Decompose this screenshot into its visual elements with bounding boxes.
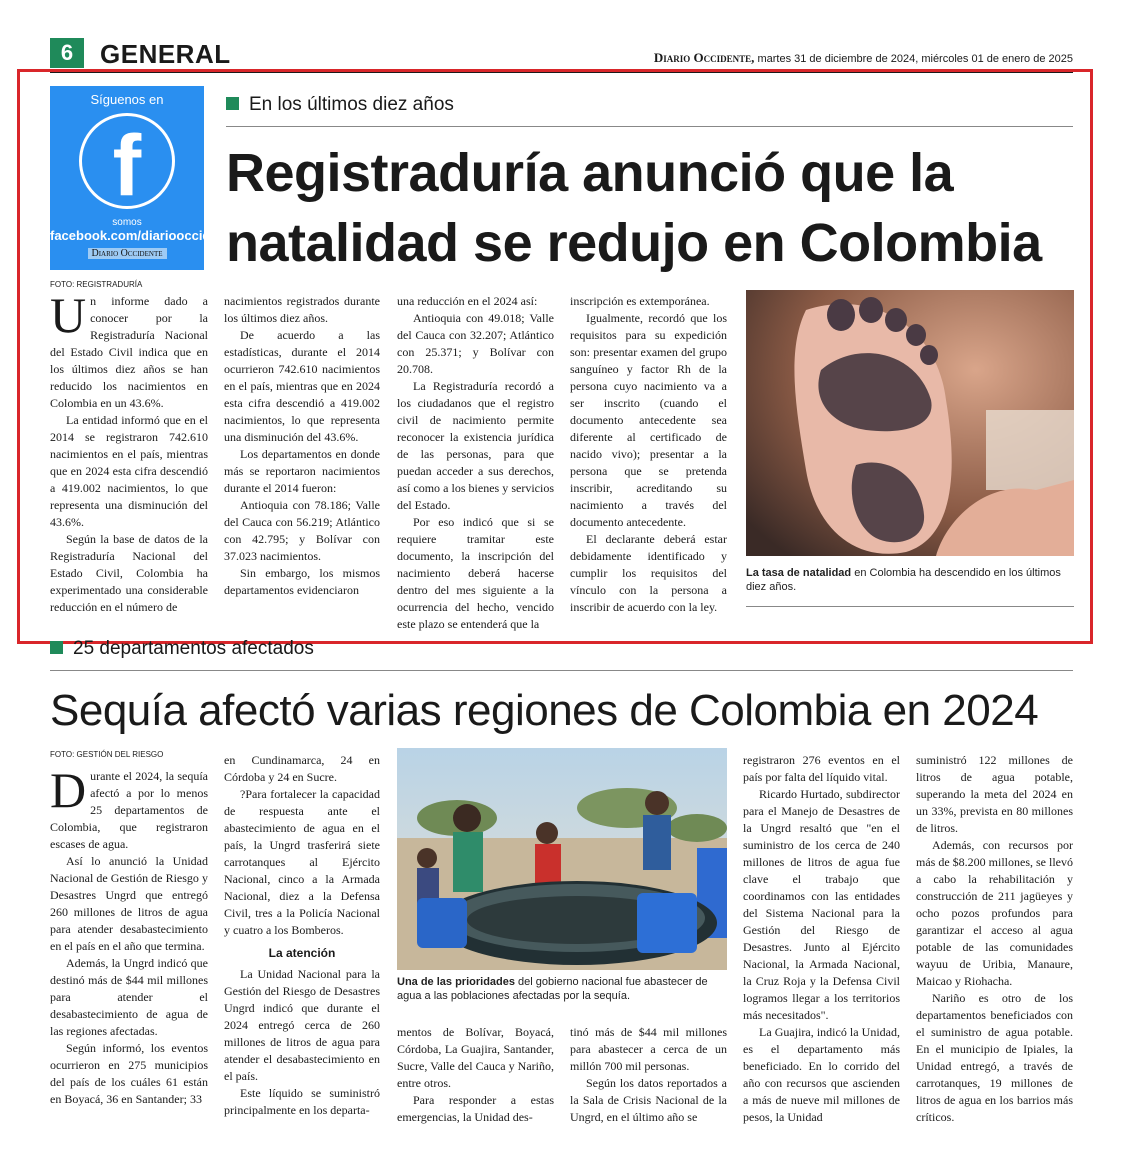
- facebook-somos-text: somos: [112, 217, 142, 228]
- water-distribution-illustration: [397, 748, 727, 970]
- article2-kicker: [50, 637, 314, 661]
- photo-credit-2: FOTO: GESTIÓN DEL RIESGO: [50, 750, 164, 759]
- facebook-follow-text: Síguenos en: [90, 92, 164, 107]
- article1-col2-p5: Sin embargo, los mismos departamentos evidenciaron: [224, 566, 380, 597]
- article1-col3-p2: Antioquia con 49.018; Valle del Cauca con 32.207; Atlántico con 25.371; y Bolívar con 20.708.: [397, 311, 554, 376]
- article2-column-1: [50, 762, 208, 1108]
- article2-caption-text: del gobierno nacional fue abastecer de agua a las poblaciones afectadas por la sequía.: [397, 976, 708, 1002]
- article2-col5-p1: registraron 276 eventos en el país por falta del líquido vital.: [743, 753, 900, 784]
- article2-col1-p1: urante el 2024, la sequía afectó a por lo menos 25 departamentos de Colombia, que registraron escases de agua.: [50, 769, 208, 851]
- article2-col2-p1: en Cundinamarca, 24 en Córdoba y 24 en Sucre.: [224, 753, 380, 784]
- masthead-dates: martes 31 de diciembre de 2024, miércoles 01 de enero de 2025: [754, 53, 1073, 65]
- article2-col1-p4: Según informó, los eventos ocurrieron en 275 municipios del país de los cuáles 61 están en Boyacá, 36 en Santander; 33: [50, 1041, 208, 1106]
- article1-col3-p3: La Registraduría recordó a los ciudadanos que el registro civil de nacimiento permite reconocer la existencia jurídica de las personas, para que puedan acceder a sus derechos, así como a los bienes y servicios del Estado.: [397, 379, 554, 512]
- article2-col4-p1: tinó más de $44 mil millones para abastecer a cerca de un millón 700 mil personas.: [570, 1025, 727, 1073]
- article1-col4-p3: El declarante deberá estar debidamente identificado y cumplir los requisitos del vínculo con la persona a inscribir de acuerdo con la ley.: [570, 532, 727, 614]
- article2-dropcap: D: [50, 762, 87, 818]
- article1-col1-p3: Según la base de datos de la Registraduría Nacional del Estado Civil, Colombia ha experimentado una considerable reducción en el número de: [50, 532, 208, 614]
- article2-col1-p2: Así lo anunció la Unidad Nacional de Gestión de Riesgo y Desastres Ungrd que entregó 260 millones de litros de agua para atender desabastecimiento en el país en el año que termina.: [50, 854, 208, 953]
- article2-col5-p3: La Guajira, indicó la Unidad, es el departamento más beneficiado. En lo corrido del año con recursos que ascienden a más de nueve mil millones de pesos, la Unidad: [743, 1025, 900, 1124]
- article2-column-4: [570, 1024, 727, 1126]
- article1-caption-bold: La tasa de natalidad: [746, 567, 852, 579]
- article1-col3-p1: una reducción en el 2024 así:: [397, 294, 538, 308]
- article1-kicker-text: En los últimos diez años: [249, 94, 454, 115]
- article1-headline: Registraduría anunció que la natalidad se redujo en Colombia: [226, 143, 1042, 273]
- article1-col1-p1: n informe dado a conocer por la Registraduría Nacional del Estado Civil indica que en los últimos diez años se han reducido los nacimientos en Colombia en un 43.6%.: [50, 294, 208, 410]
- article2-photo: [397, 748, 727, 970]
- section-title: GENERAL: [100, 39, 231, 69]
- article2-col4-p2: Según los datos reportados a la Sala de Crisis Nacional de la Ungrd, en el último año se: [570, 1076, 727, 1124]
- facebook-brand-logo: Diario Occidente: [88, 248, 167, 259]
- article1-col2-p4: Antioquia con 78.186; Valle del Cauca con 56.219; Atlántico con 42.795; y Bolívar con 37.023 nacimientos.: [224, 498, 380, 563]
- article2-col3-p2: Para responder a estas emergencias, la Unidad des-: [397, 1093, 554, 1124]
- article2-column-3: [397, 1024, 554, 1126]
- article2-headline: Sequía afectó varias regiones de Colombia en 2024: [50, 686, 1039, 735]
- masthead-dateline: [654, 50, 1073, 66]
- article2-caption: [397, 975, 727, 1003]
- article2-col6-p1: suministró 122 millones de litros de agua potable, superando la meta del 2024 en un 33%, prevista en 80 millones de litros.: [916, 753, 1073, 835]
- article1-col2-p2: De acuerdo a las estadísticas, durante el 2014 ocurrieron 742.610 nacimientos en el país, mientras que en 2024 esta cifra descendió a 419.002 nacimientos, lo que representa una disminución del 43.6%.: [224, 328, 380, 444]
- article1-col4-p1: inscripción es extemporánea.: [570, 294, 710, 308]
- article1-caption-text: en Colombia ha descendido en los últimos diez años.: [746, 567, 1061, 593]
- article2-col3-p1: mentos de Bolívar, Boyacá, Córdoba, La Guajira, Santander, Sucre, Valle del Cauca y Nariño, entre otros.: [397, 1025, 554, 1090]
- article1-col2-p3: Los departamentos en donde más se reportaron nacimientos durante el 2014 fueron:: [224, 447, 380, 495]
- article2-col2-p4: Este líquido se suministró principalmente en los departa-: [224, 1086, 380, 1117]
- article2-col6-p3: Nariño es otro de los departamentos beneficiados con el suministro de agua potable. En el municipio de Ipiales, la Unidad entregó, a través de carrotanques, 19 millones de litros de agua en los barrios más críticos.: [916, 991, 1073, 1124]
- facebook-icon: f: [79, 113, 175, 209]
- article1-dropcap: U: [50, 287, 87, 343]
- photo-credit-1: FOTO: REGISTRADURÍA: [50, 280, 143, 289]
- article2-column-6: [916, 752, 1073, 1126]
- article2-col6-p2: Además, con recursos por más de $8.200 millones, se llevó a cabo la rehabilitación y construcción de 211 jagüeyes y ocho pozos profundos para garantizar el acceso al agua potable de las comunidades wayuu de Uribia, Manaure, Maicao y Riohacha.: [916, 838, 1073, 988]
- article1-col3-p4: Por eso indicó que si se requiere tramitar este documento, la inscripción del nacimiento deberá hacerse dentro del mes siguiente a la ocurrencia del hecho, vencido este plazo se entenderá que la: [397, 515, 554, 631]
- page-number: 6: [50, 38, 84, 68]
- article2-col1-p3: Además, la Ungrd indicó que destinó más de $44 mil millones para atender el desabastecimiento de agua de las regiones afectadas.: [50, 956, 208, 1038]
- article2-caption-bold: Una de las prioridades: [397, 976, 515, 988]
- facebook-url[interactable]: facebook.com/diariooccidente: [50, 228, 238, 243]
- article2-col5-p2: Ricardo Hurtado, subdirector para el Manejo de Desastres de la Ungrd resaltó que "en el suministro de los cerca de 240 millones de litros de agua fue clave el trabajo que coordinamos con las entidades del Sistema Nacional para la Gestión del Riesgo de Desastres. Junto al Ejército Nacional, la Armada Nacional, la Cruz Roja y la Defensa Civil logramos llegar a los territorios más necesitados".: [743, 787, 900, 1022]
- article2-kicker-text: 25 departamentos afectados: [73, 638, 314, 659]
- masthead-brand: Diario Occidente,: [653, 50, 755, 65]
- kicker-square-icon: [50, 641, 63, 654]
- article2-kicker-rule: [50, 670, 1073, 671]
- article2-col2-p2: ?Para fortalecer la capacidad de respuesta ante el abastecimiento de agua en el país, la Ungrd trasferirá siete carrotanques al Ejército Nacional, cinco a la Armada Nacional, diez a la Defensa Civil, tres a la Policía Nacional y cuatro a los Bomberos.: [224, 787, 380, 937]
- article1-col4-p2: Igualmente, recordó que los requisitos para su expedición son: presentar examen del grupo sanguíneo y factor Rh de la persona cuyo nacimiento va a ser inscrito (cuando el documento antecedente sea diferente al certificado de nacido vivo); presentar a la persona que se pretenda inscribir, acreditando su nacimiento a través del documento antecedente.: [570, 311, 727, 529]
- article1-col2-p1: nacimientos registrados durante los últimos diez años.: [224, 294, 380, 325]
- highlight-frame: [17, 69, 1093, 644]
- article1-col1-p2: La entidad informó que en el 2014 se registraron 742.610 nacimientos en el país, mientras que en 2024 esta cifra descendió a 419.002 nacimientos, lo que representa una disminución del 43.6%.: [50, 413, 208, 529]
- article2-column-2: [224, 752, 380, 1119]
- article2-subhead: La atención: [268, 946, 336, 960]
- article2-column-5: [743, 752, 900, 1126]
- article2-col2-p3: La Unidad Nacional para la Gestión del Riesgo de Desastres Ungrd indicó que durante el 2024 entregó cerca de 260 millones de litros de agua para atender el desabastecimiento en el país.: [224, 967, 380, 1083]
